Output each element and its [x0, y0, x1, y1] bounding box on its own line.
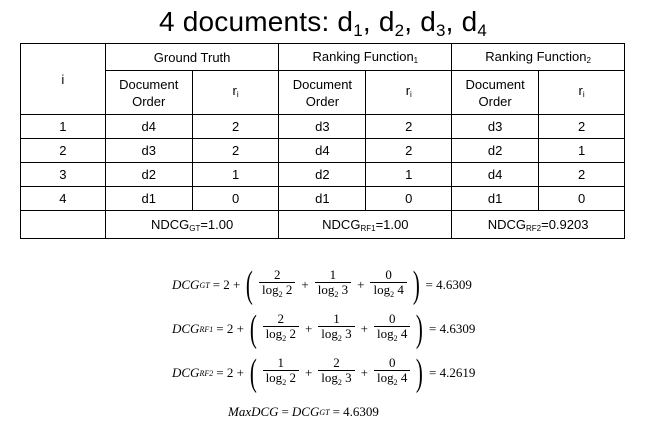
header-rf2-label: Ranking Function: [485, 49, 587, 64]
denominator: [263, 326, 299, 346]
doc-order-line1: Document: [292, 76, 353, 92]
log-arg: 4: [400, 326, 408, 341]
header-ground-truth: [105, 44, 279, 71]
doc-order-line1: Document: [465, 76, 525, 92]
numerator: 2: [277, 311, 284, 326]
cell-gt-doc: d4: [105, 115, 192, 139]
subheader-relevance: [192, 71, 279, 115]
dcg-rf1-eq: = 2 +: [216, 321, 244, 336]
max-dcg-equation: [228, 404, 382, 420]
table-row: [21, 187, 625, 211]
ndcg-rf2: [452, 211, 625, 239]
plus: +: [304, 321, 313, 336]
dcg-rf1-result: = 4.6309: [429, 321, 476, 336]
cell-gt-r: 2: [192, 139, 279, 163]
summary-blank: [21, 211, 106, 239]
rel-sub: i: [236, 90, 239, 99]
fraction: [263, 356, 299, 390]
cell-rf1-r: 1: [366, 163, 452, 187]
log-arg: 2: [289, 370, 296, 385]
ndcg-rf2-sub: RF2: [525, 223, 542, 233]
cell-rf2-r: 0: [539, 187, 625, 211]
rel-sub: i: [410, 90, 412, 99]
dcg-rf1-lhs: DCG: [172, 321, 200, 336]
title-sub-1: 1: [353, 21, 363, 40]
log-base: 2: [393, 334, 398, 343]
cell-rf1-r: 2: [366, 139, 452, 163]
rel-label: r: [232, 83, 237, 98]
close-paren: ): [412, 264, 420, 306]
dcg-gt-result: = 4.6309: [425, 277, 472, 292]
ndcg-rf1-sub: RF1: [360, 223, 376, 233]
numerator: 2: [273, 267, 281, 282]
max-dcg-eq: =: [281, 404, 289, 419]
denominator: [374, 326, 410, 346]
doc-order-line1: Document: [119, 76, 179, 92]
table-subheader-row: [21, 71, 625, 115]
close-paren: ): [416, 308, 424, 350]
rel-label: r: [578, 83, 583, 98]
log-arg: 4: [400, 370, 408, 385]
ndcg-gt-pre: NDCG: [150, 216, 190, 232]
log-base: 2: [282, 334, 287, 343]
header-rf1-sub: 1: [413, 56, 419, 65]
log-arg: 3: [345, 370, 352, 385]
plus: +: [357, 277, 365, 292]
cell-rf1-doc: d1: [279, 187, 366, 211]
log-text: log: [321, 370, 338, 385]
cell-rf2-doc: d1: [452, 187, 539, 211]
log-base: 2: [390, 290, 395, 299]
doc-order-line2: Order: [132, 93, 166, 109]
ndcg-table: [20, 43, 625, 239]
cell-i: 2: [21, 139, 106, 163]
denominator: [318, 326, 354, 346]
plus: +: [304, 365, 313, 380]
cell-rf2-doc: d3: [452, 115, 539, 139]
cell-gt-r: 2: [192, 115, 279, 139]
fraction: [259, 268, 295, 302]
cell-gt-doc: d1: [105, 187, 192, 211]
dcg-rf2-eq: = 2 +: [216, 365, 244, 380]
dcg-gt-lhs-sub: GT: [199, 280, 210, 290]
fraction: [318, 312, 354, 346]
title-sub-3: 3: [435, 21, 446, 40]
fraction: [263, 312, 299, 346]
fraction: [318, 356, 354, 390]
rel-label: r: [405, 83, 411, 98]
header-rf1-label: Ranking Function: [312, 49, 414, 64]
header-ranking-function-1: [279, 44, 452, 71]
dcg-rf2-equation: [172, 354, 478, 392]
header-rf2-sub: 2: [586, 56, 591, 65]
fraction: [370, 268, 406, 302]
log-text: log: [262, 282, 279, 297]
max-dcg-rhs: DCG: [291, 404, 320, 419]
cell-i: 3: [21, 163, 106, 187]
log-text: log: [373, 282, 391, 297]
cell-rf1-doc: d2: [279, 163, 366, 187]
cell-gt-doc: d2: [105, 163, 192, 187]
plus: +: [360, 365, 368, 380]
close-paren: ): [416, 352, 424, 394]
cell-rf2-doc: d4: [452, 163, 539, 187]
cell-rf2-r: 2: [539, 163, 625, 187]
numerator: 0: [388, 355, 396, 370]
cell-gt-r: 1: [192, 163, 279, 187]
cell-i: 4: [21, 187, 106, 211]
open-paren: (: [249, 308, 257, 350]
denominator: [263, 370, 299, 390]
log-text: log: [321, 326, 338, 341]
ndcg-rf1: [279, 211, 452, 239]
page-title: [0, 6, 646, 41]
header-ground-truth-label: Ground Truth: [153, 49, 231, 65]
subheader-doc-order: [105, 71, 192, 115]
log-arg: 3: [345, 326, 352, 341]
plus: +: [301, 277, 309, 292]
log-text: log: [265, 326, 283, 341]
numerator: 1: [333, 311, 340, 326]
doc-order-line2: Order: [478, 93, 512, 109]
log-base: 2: [337, 334, 342, 343]
dcg-rf1-equation: [172, 310, 478, 348]
header-ranking-function-2: [452, 44, 625, 71]
title-sub-2: 2: [394, 21, 405, 40]
numerator: 2: [333, 355, 340, 370]
ndcg-rf2-pre: NDCG: [487, 216, 526, 232]
numerator: 0: [388, 311, 396, 326]
cell-rf1-r: 2: [366, 115, 452, 139]
fraction: [374, 356, 410, 390]
numerator: 1: [329, 267, 337, 282]
log-arg: 2: [285, 282, 293, 297]
doc-order-line2: Order: [305, 93, 340, 109]
ndcg-gt-value: =1.00: [200, 216, 234, 232]
dcg-rf2-result: = 4.2619: [429, 365, 476, 380]
ndcg-rf2-value: =0.9203: [541, 216, 589, 232]
log-base: 2: [282, 378, 287, 387]
log-arg: 2: [289, 326, 296, 341]
ndcg-gt: [105, 211, 279, 239]
numerator: 1: [277, 355, 284, 370]
dcg-gt-lhs: DCG: [172, 277, 200, 292]
header-i: i: [21, 44, 106, 115]
log-base: 2: [278, 290, 283, 299]
cell-i: 1: [21, 115, 106, 139]
table-row: [21, 139, 625, 163]
open-paren: (: [246, 264, 254, 306]
plus: +: [360, 321, 368, 336]
log-text: log: [265, 370, 283, 385]
max-dcg-lhs: MaxDCG: [228, 404, 279, 419]
title-sep-1: , d: [362, 6, 395, 37]
subheader-relevance: [366, 71, 452, 115]
denominator: [259, 282, 295, 302]
log-text: log: [377, 370, 394, 385]
title-sep-2: , d: [404, 6, 436, 37]
ndcg-rf1-value: =1.00: [375, 216, 409, 232]
log-base: 2: [337, 378, 342, 387]
summary-row: [21, 211, 625, 239]
subheader-relevance: [539, 71, 625, 115]
fraction: [315, 268, 351, 302]
cell-gt-doc: d3: [105, 139, 192, 163]
denominator: [370, 282, 406, 302]
cell-gt-r: 0: [192, 187, 279, 211]
cell-rf1-r: 0: [366, 187, 452, 211]
table-row: [21, 163, 625, 187]
cell-rf2-r: 1: [539, 139, 625, 163]
denominator: [318, 370, 354, 390]
table-header-row: [21, 44, 625, 71]
subheader-doc-order: [279, 71, 366, 115]
subheader-doc-order: [452, 71, 539, 115]
max-dcg-result: = 4.6309: [332, 404, 379, 419]
log-text: log: [317, 282, 335, 297]
cell-rf2-r: 2: [539, 115, 625, 139]
dcg-gt-equation: [172, 266, 475, 304]
log-base: 2: [334, 290, 339, 299]
rel-sub: i: [582, 90, 585, 99]
denominator: [315, 282, 351, 302]
denominator: [374, 370, 410, 390]
dcg-gt-eq: = 2 +: [212, 277, 241, 292]
title-sub-4: 4: [477, 21, 488, 40]
ndcg-rf1-pre: NDCG: [322, 216, 361, 232]
fraction: [374, 312, 410, 346]
numerator: 0: [385, 267, 392, 282]
max-dcg-rhs-sub: GT: [319, 407, 330, 417]
title-text: 4 documents: d: [158, 6, 354, 37]
table-row: [21, 115, 625, 139]
cell-rf2-doc: d2: [452, 139, 539, 163]
log-base: 2: [393, 378, 398, 387]
ndcg-gt-sub: GT: [189, 223, 201, 233]
cell-rf1-doc: d3: [279, 115, 366, 139]
dcg-rf2-lhs-sub: RF2: [199, 368, 214, 378]
log-arg: 4: [397, 282, 404, 297]
dcg-rf2-lhs: DCG: [172, 365, 200, 380]
open-paren: (: [249, 352, 257, 394]
dcg-rf1-lhs-sub: RF1: [199, 324, 214, 334]
log-text: log: [377, 326, 394, 341]
log-arg: 3: [341, 282, 349, 297]
title-sep-3: , d: [445, 6, 478, 37]
cell-rf1-doc: d4: [279, 139, 366, 163]
